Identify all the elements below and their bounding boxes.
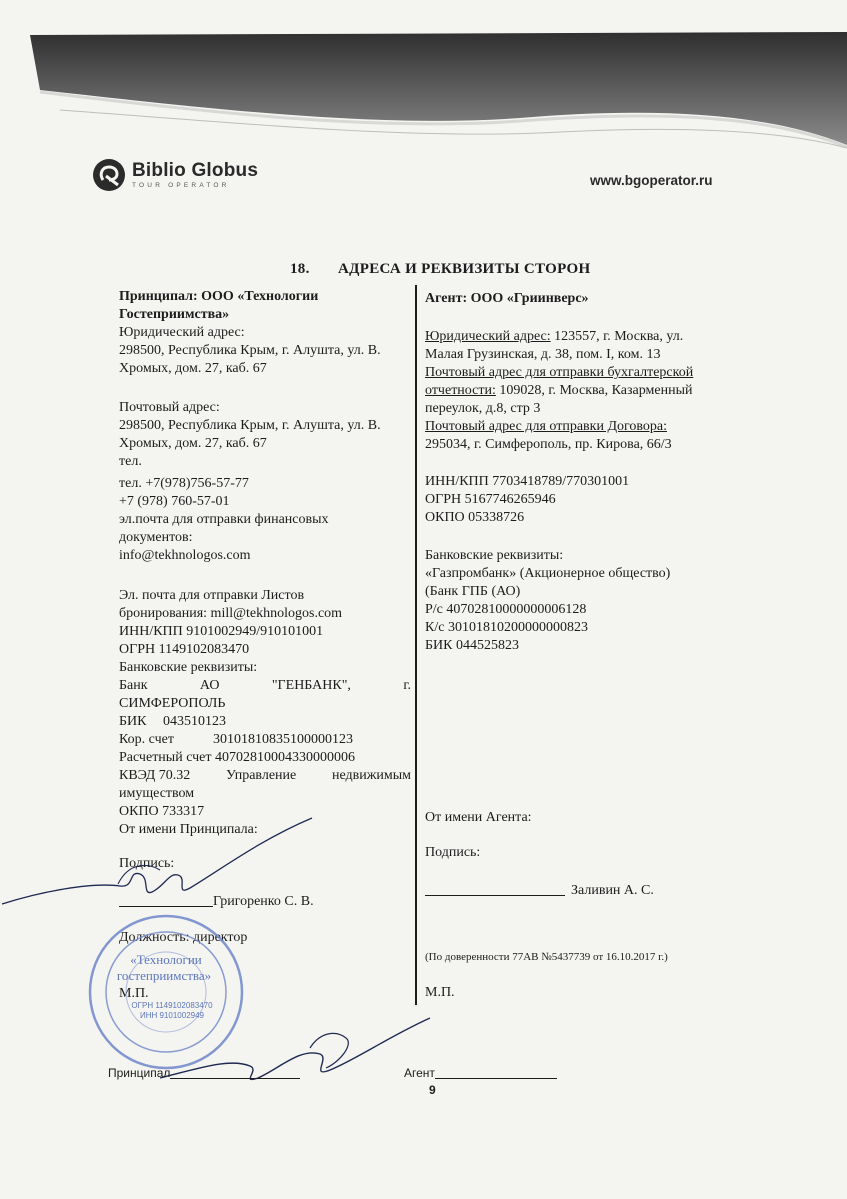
principal-email-fin: info@tekhnologos.com — [119, 548, 251, 563]
principal-kved — [119, 767, 411, 785]
principal-title-cont: Гостеприимства» — [119, 307, 230, 322]
page-number: 9 — [429, 1083, 436, 1097]
stamp-inn: ИНН 9101002949 — [139, 1011, 205, 1020]
agent-postal-acc — [425, 382, 693, 400]
principal-bank-city: СИМФЕРОПОЛЬ — [119, 696, 226, 711]
footer-agent-label: Агент — [404, 1066, 435, 1080]
principal-bik — [119, 713, 411, 731]
agent-legal-address-cont: Малая Грузинская, д. 38, пом. I, ком. 13 — [425, 347, 661, 362]
principal-legal-address-cont: Хромых, дом. 27, каб. 67 — [119, 361, 267, 376]
company-logo — [92, 158, 258, 192]
agent-postal-acc-label-cont: отчетности: — [425, 383, 496, 398]
principal-ogrn: ОГРН 1149102083470 — [119, 642, 250, 657]
agent-ks: К/с 30101810200000000823 — [425, 620, 588, 635]
principal-email-fin-label-cont: документов: — [119, 530, 193, 545]
ks-label: Кор. счет — [119, 732, 174, 747]
principal-signer: Григоренко С. В. — [213, 894, 314, 909]
bik-label: БИК — [119, 714, 147, 729]
agent-title: Агент: ООО «Гриинверс» — [425, 291, 589, 306]
agent-okpo: ОКПО 05338726 — [425, 510, 525, 525]
ks-value: 30101810835100000123 — [213, 732, 353, 747]
section-title — [290, 261, 590, 278]
kved-word: КВЭД 70.32 — [119, 768, 191, 783]
principal-rs: Расчетный счет 40702810004330000006 — [119, 750, 356, 765]
agent-signer: Заливин А. С. — [571, 883, 654, 898]
bank-word: Банк — [119, 678, 148, 693]
principal-postal-address-cont: Хромых, дом. 27, каб. 67 — [119, 436, 267, 451]
principal-behalf: От имени Принципала: — [119, 822, 258, 837]
bank-word: АО — [199, 678, 220, 693]
logo-mark-icon — [92, 158, 126, 192]
principal-email-book-label: Эл. почта для отправки Листов — [119, 588, 305, 603]
agent-sign-label: Подпись: — [425, 845, 481, 860]
agent-proxy: (По доверенности 77АВ №5437739 от 16.10.2017 г.) — [425, 951, 668, 963]
principal-phone-2: +7 (978) 760-57-01 — [119, 494, 230, 509]
agent-rs: Р/с 40702810000000006128 — [425, 602, 587, 617]
principal-okpo: ОКПО 733317 — [119, 804, 205, 819]
agent-postal-contract-label: Почтовый адрес для отправки Договора: — [425, 419, 667, 434]
agent-bank-short: (Банк ГПБ (АО) — [425, 584, 521, 599]
principal-ks — [119, 731, 411, 749]
agent-bank-name: «Газпромбанк» (Акционерное общество) — [425, 566, 671, 581]
kved-word: Управление — [226, 768, 297, 783]
footer-principal — [108, 1066, 300, 1080]
principal-position: Должность: директор — [119, 930, 248, 945]
agent-postal-acc-label: Почтовый адрес для отправки бухгалтерской — [425, 365, 694, 380]
principal-bank-name — [119, 677, 411, 695]
agent-behalf: От имени Агента: — [425, 810, 532, 825]
stamp-name-cont: гостеприимства» — [116, 968, 212, 983]
agent-signature-line — [425, 882, 668, 900]
principal-bank-label: Банковские реквизиты: — [119, 660, 258, 675]
agent-ogrn: ОГРН 5167746265946 — [425, 492, 556, 507]
principal-email-book: бронирования: mill@tekhnologos.com — [119, 606, 343, 621]
kved-word: недвижимым — [331, 768, 411, 783]
agent-legal-label: Юридический адрес: — [425, 329, 551, 344]
agent-bik: БИК 044525823 — [425, 638, 519, 653]
principal-sign-label: Подпись: — [119, 856, 175, 871]
principal-email-fin-label: эл.почта для отправки финансовых — [119, 512, 329, 527]
principal-phone-1: тел. +7(978)756-57-77 — [119, 476, 249, 491]
agent-inn: ИНН/КПП 7703418789/770301001 — [425, 474, 630, 489]
section-number: 18. — [290, 261, 310, 277]
agent-column — [425, 290, 693, 655]
bank-word: "ГЕНБАНК", — [271, 678, 351, 693]
section-heading: АДРЕСА И РЕКВИЗИТЫ СТОРОН — [338, 261, 591, 277]
website-url[interactable]: www.bgoperator.ru — [590, 173, 713, 188]
principal-legal-label: Юридический адрес: — [119, 325, 245, 340]
bank-word: г. — [403, 678, 411, 693]
principal-inn: ИНН/КПП 9101002949/910101001 — [119, 624, 324, 639]
agent-postal-contract: 295034, г. Симферополь, пр. Кирова, 66/3 — [425, 437, 672, 452]
principal-tel-label: тел. — [119, 454, 142, 469]
column-divider — [415, 285, 417, 1005]
agent-postal-acc-cont: переулок, д.8, стр 3 — [425, 401, 541, 416]
agent-mp: М.П. — [425, 985, 455, 1000]
stamp-ogrn: ОГРН 1149102083470 — [131, 1001, 213, 1010]
agent-legal-address — [425, 328, 693, 346]
logo-name: Biblio Globus — [132, 159, 259, 181]
principal-mp: М.П. — [119, 986, 149, 1001]
agent-postal-acc-value: 109028, г. Москва, Казарменный — [495, 383, 693, 398]
principal-postal-address: 298500, Республика Крым, г. Алушта, ул. В. — [119, 418, 381, 433]
header-banner — [0, 0, 847, 150]
logo-subtitle: TOUR OPERATOR — [132, 181, 230, 189]
agent-sign-block — [425, 809, 668, 1002]
agent-legal-value: 123557, г. Москва, ул. — [550, 329, 684, 344]
principal-kved-cont: имуществом — [119, 786, 195, 801]
principal-signature — [0, 800, 320, 910]
principal-postal-label: Почтовый адрес: — [119, 400, 220, 415]
principal-title: Принципал: ООО «Технологии — [119, 289, 319, 304]
agent-bank-label: Банковские реквизиты: — [425, 548, 564, 563]
bik-value: 043510123 — [163, 714, 226, 729]
principal-legal-address: 298500, Республика Крым, г. Алушта, ул. В. — [119, 343, 381, 358]
stamp-name: «Технологии — [130, 952, 202, 967]
footer-agent — [404, 1066, 557, 1080]
footer-principal-label: Принципал — [108, 1066, 171, 1080]
